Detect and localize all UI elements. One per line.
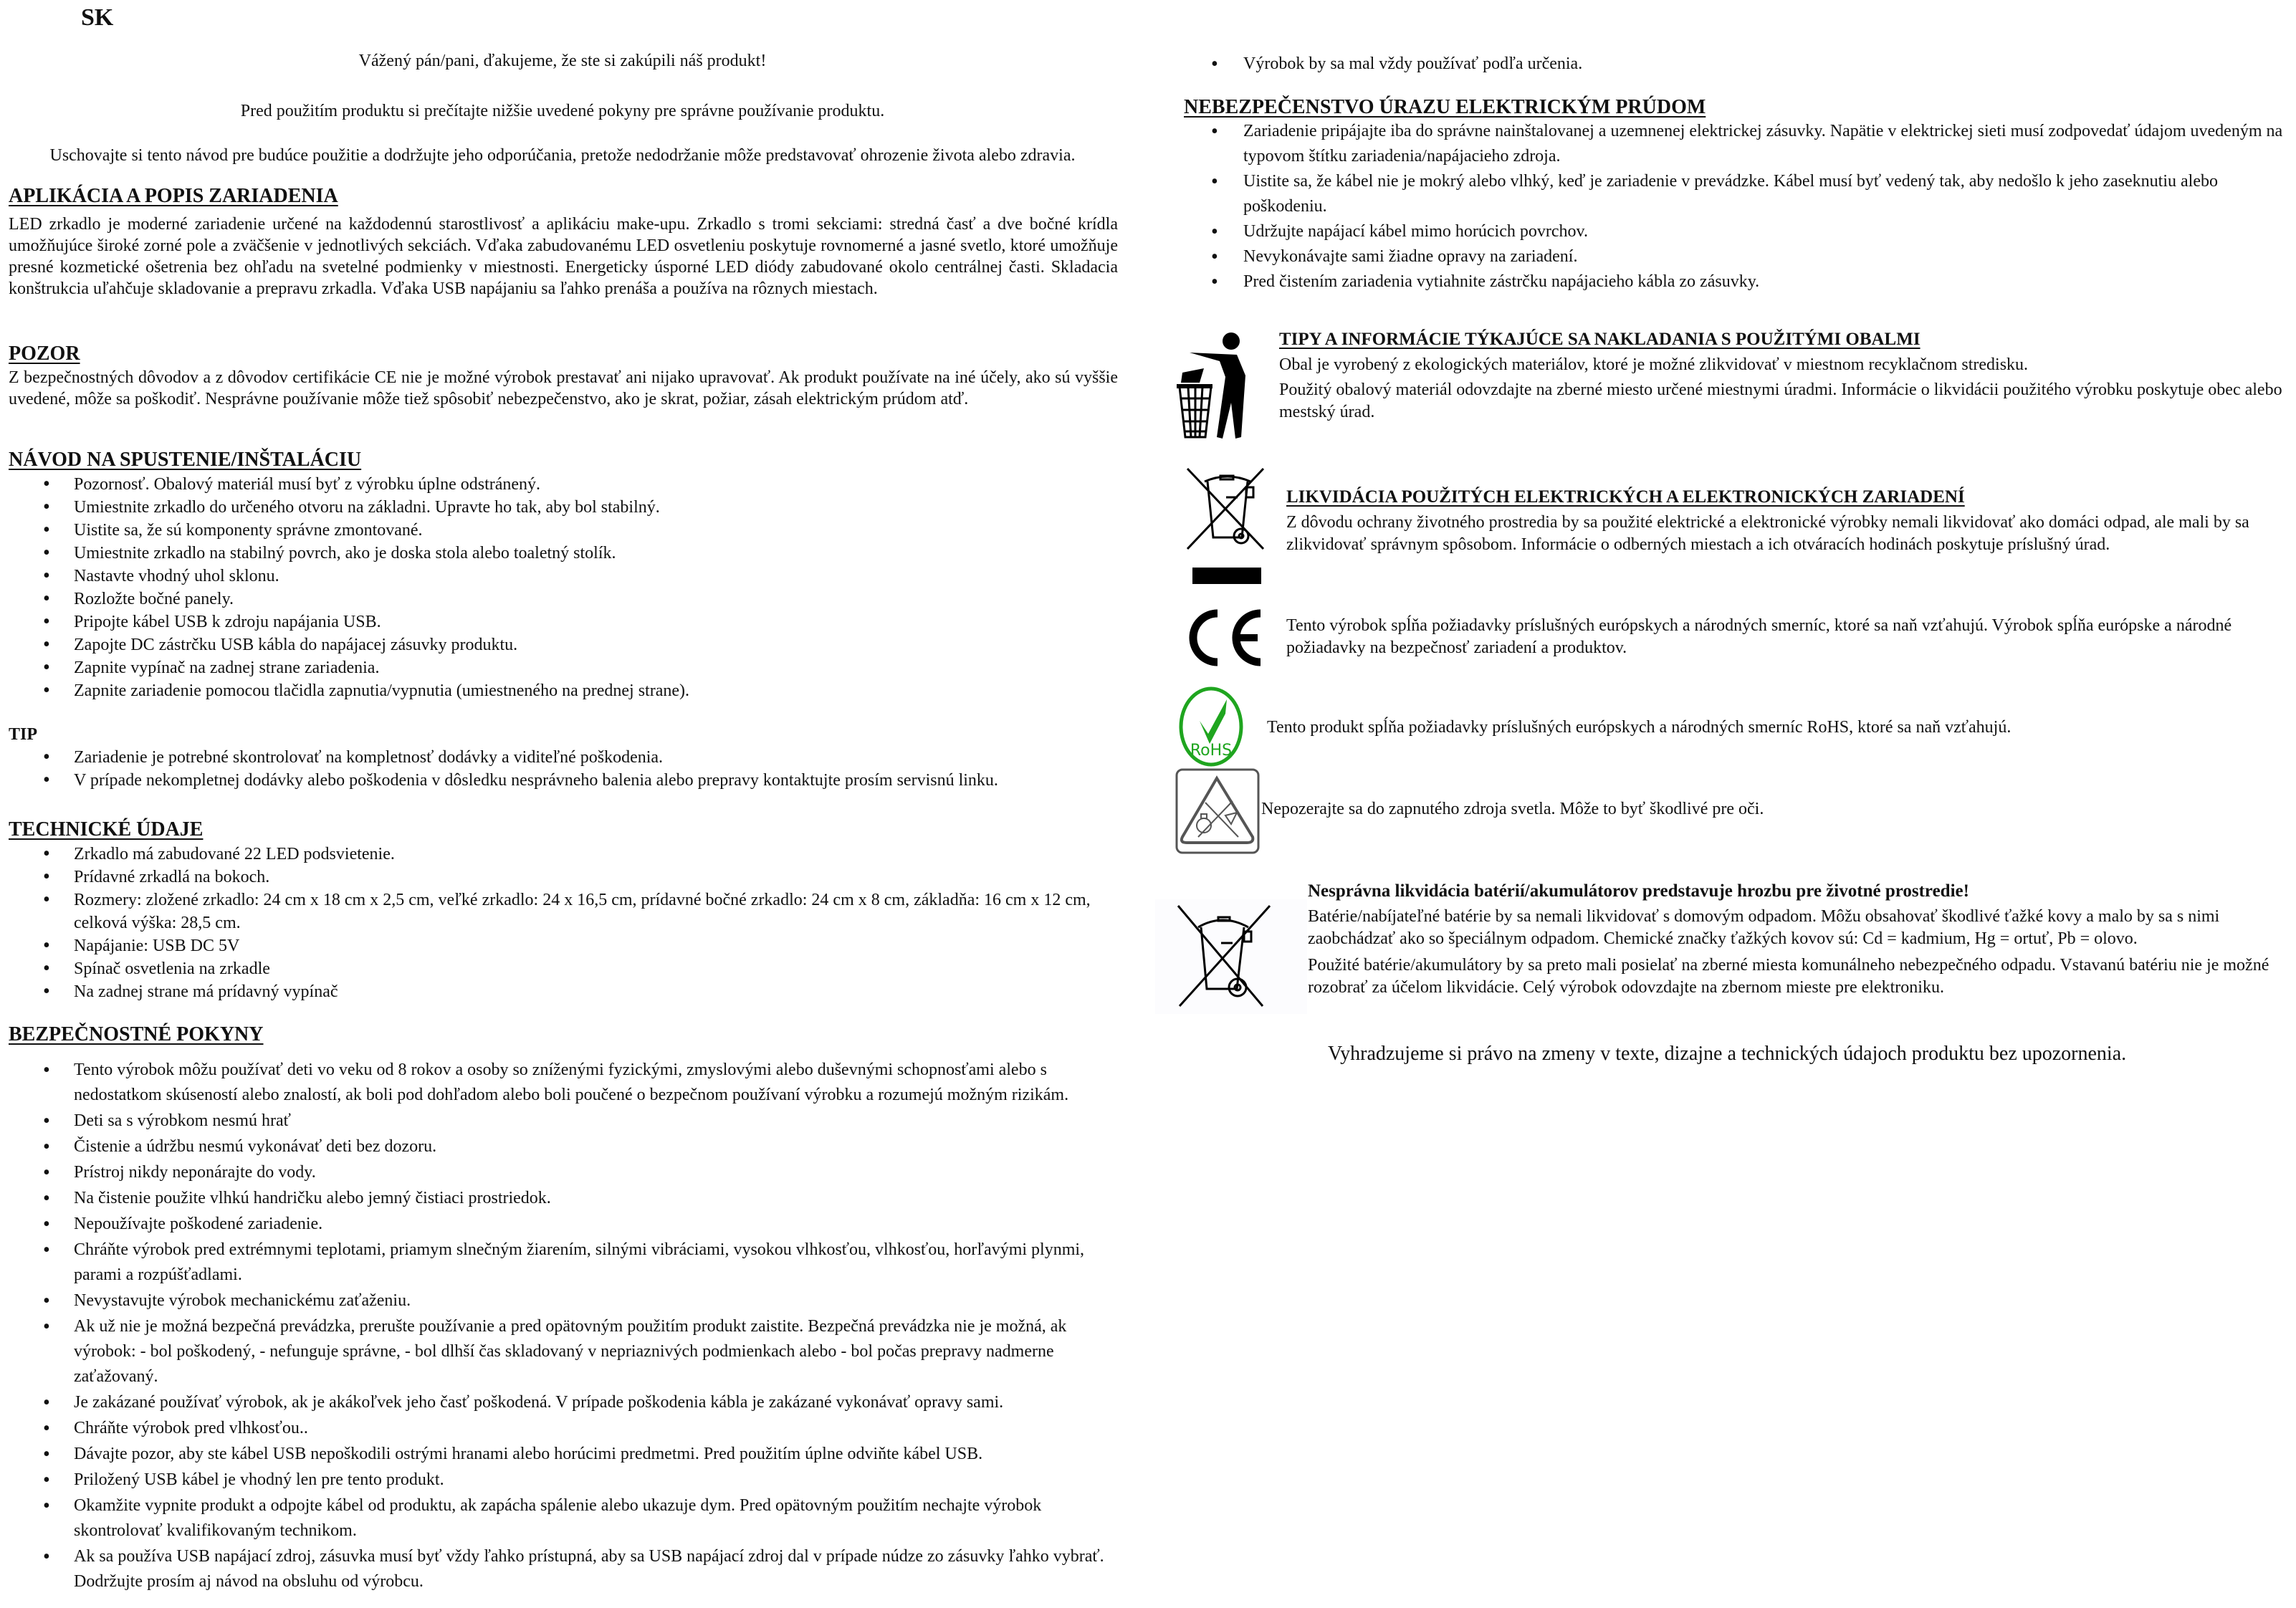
list-item: • Okamžite vypnite produkt a odpojte kábel od produktu, ak zapácha spálenie alebo ukazuje dym. Pred opätovným použitím nechajte výrobok skontrolovať kvalifikovaným technikom. [0,1493,1105,1544]
light-warning-text: Nepozerajte sa do zapnutého zdroja svetla. Môže to byť škodlivé pre oči. [1261,800,1764,818]
section-heading: TECHNICKÉ ÚDAJE [9,818,204,841]
list-item: • Pred čistením zariadenia vytiahnite zástrčku napájacieho kábla zo zásuvky. [1184,269,2287,295]
rohs-check-icon [1178,686,1244,767]
packaging-text-1: Obal je vyrobený z ekologických materiálov, ktoré je možné zlikvidovať v miestnom recyklačnom stredisku. [1279,355,2029,374]
battery-text-2: Použité batérie/akumulátory by sa preto mali posielať na zberné miesta komunálneho nebezpečného odpadu. Vstavanú batériu nie je možné rozobrať za účelom likvidácie. Celý výrobok odovzdajte na zbernom mieste pre elektroniku. [1308,956,2269,997]
do-not-look-into-light-icon [1175,768,1260,854]
list-item: • Pozornosť. Obalový materiál musí byť z výrobku úplne odstránený. [0,473,1127,496]
disclaimer: Vyhradzujeme si právo na zmeny v texte, dizajne a technických údajoch produktu bez upozornenia. [1328,1043,2127,1065]
list-item: • Zrkadlo má zabudované 22 LED podsvietenie. [0,843,1125,866]
list-item: • Zariadenie je potrebné skontrolovať na kompletnosť dodávky a viditeľné poškodenia. [0,746,1127,769]
electric-list [1184,119,2287,295]
section-heading: POZOR [9,343,80,365]
read-before-use: Pred použitím produktu si prečítajte nižšie uvedené pokyny pre správne používanie produktu. [240,102,885,120]
rohs-label: RoHS [1190,742,1233,760]
list-item: • Na zadnej strane má prídavný vypínač [0,980,1125,1003]
application-text: LED zrkadlo je moderné zariadenie určené na každodennú starostlivosť a aplikáciu make-upu. Zrkadlo s tromi sekciami: stredná časť a dve bočné krídla umožňujúce široké zorné pole a zväčšenie v jednotlivých sekciách. Vďaka zabudovanému LED osvetleniu poskytuje rovnomerné a jasné svetlo, ktoré umožňuje presné kozmetické ošetrenia bez ohľadu na svetelné podmienky v miestnosti. Energeticky úsporné LED diódy zabudované okolo centrálnej časti. Skladacia konštrukcia uľahčuje skladovanie a prepravu zrkadla. Vďaka USB napájaniu sa ľahko prenáša a používa na rôznych miestach. [9,215,1118,298]
list-item: • Nastavte vhodný uhol sklonu. [0,565,1127,588]
list-item: • Spínač osvetlenia na zrkadle [0,957,1125,980]
caution-section [9,343,1118,410]
safety-list-continued [1184,52,2287,77]
list-item: • Ak sa používa USB napájací zdroj, zásuvka musí byť vždy ľahko prístupná, aby sa USB napájací zdroj dal v prípade núdze zo zásuvky ľahko vybrať. Dodržujte prosím aj návod na obsluhu od výrobcu. [0,1544,1105,1594]
list-item: • Prídavné zrkadlá na bokoch. [0,866,1125,889]
technical-section [9,818,1127,1003]
caution-text: Z bezpečnostných dôvodov a z dôvodov certifikácie CE nie je možné výrobok prestavať ani nijako upravovať. Ak produkt používate na iné účely, ako sú vyššie uvedené, môže sa poškodiť. Nesprávne používanie môže tiež spôsobiť nebezpečenstvo, ako je skrat, požiar, zásah elektrickým prúdom atď. [9,368,1118,408]
list-item: • Nevykonávajte sami žiadne opravy na zariadení. [1184,244,2287,269]
list-item: • Umiestnite zrkadlo na stabilný povrch, ako je doska stola alebo toaletný stolík. [0,542,1127,565]
battery-section [1308,881,2290,999]
installation-list [0,473,1127,702]
keep-manual-notice: Uschovajte si tento návod pre budúce použitie a dodržujte jeho odporúčania, pretože nedodržanie môže predstavovať ohrozenie života alebo zdravia. [49,146,1076,165]
safety-continued [1184,52,2287,77]
greeting: Vážený pán/pani, ďakujeme, že ste si zakúpili náš produkt! [358,52,767,70]
technical-list [0,843,1125,1003]
list-item: • Chráňte výrobok pred extrémnymi teplotami, priamym slnečným žiarením, silnými vibráciami, vysokou vlhkosťou, vlhkosťou, horľavými plynmi, parami a rozpúšťadlami. [0,1238,1105,1288]
safety-list [0,1058,1105,1594]
list-item: • Priložený USB kábel je vhodný len pre tento produkt. [0,1468,1105,1493]
language-code: SK [81,4,114,31]
list-item: • Dávajte pozor, aby ste kábel USB nepoškodili ostrými hranami alebo horúcimi predmetmi. Pred použitím úplne odviňte kábel USB. [0,1442,1105,1467]
application-section [9,185,1118,300]
section-heading: APLIKÁCIA A POPIS ZARIADENIA [9,185,338,207]
list-item: • Udržujte napájací kábel mimo horúcich povrchov. [1184,219,2287,244]
crossed-bin-icon [1186,467,1266,585]
list-item: • Prístroj nikdy neponárajte do vody. [0,1160,1105,1185]
list-item: • V prípade nekompletnej dodávky alebo poškodenia v dôsledku nesprávneho balenia alebo prepravy kontaktujte prosím servisnú linku. [0,769,1127,792]
tip-section [9,725,1127,792]
list-item: • Zapojte DC zástrčku USB kábla do napájacej zásuvky produktu. [0,633,1127,656]
ce-mark-icon [1186,609,1265,666]
weee-section [1286,487,2290,556]
list-item: • Na čistenie použite vlhkú handričku alebo jemný čistiaci prostriedok. [0,1186,1105,1211]
crossed-bin-battery-icon [1155,899,1307,1014]
safety-section [9,1023,1105,1595]
section-heading: NEBEZPEČENSTVO ÚRAZU ELEKTRICKÝM PRÚDOM [1184,96,1706,118]
list-item: • Rozmery: zložené zrkadlo: 24 cm x 18 cm x 2,5 cm, veľké zrkadlo: 24 x 16,5 cm, prídavné bočné zrkadlo: 24 cm x 8 cm, základňa: 16 cm x 12 cm, celková výška: 28,5 cm. [0,889,1125,934]
battery-heading: Nesprávna likvidácia batérií/akumulátorov predstavuje hrozbu pre životné prostredie! [1308,881,1969,901]
list-item: • Pripojte kábel USB k zdroju napájania USB. [0,611,1127,633]
list-item: • Rozložte bočné panely. [0,588,1127,611]
tip-label: TIP [9,725,38,744]
packaging-text-2: Použitý obalový materiál odovzdajte na zberné miesto určené miestnymi úradmi. Informácie o likvidácii použitého výrobku poskytuje obec alebo mestský úrad. [1279,381,2282,421]
list-item: • Nevystavujte výrobok mechanickému zaťaženiu. [0,1288,1105,1313]
list-item: • Chráňte výrobok pred vlhkosťou.. [0,1416,1105,1441]
section-heading: BEZPEČNOSTNÉ POKYNY [9,1023,264,1045]
list-item: • Tento výrobok môžu používať deti vo veku od 8 rokov a osoby so zníženými fyzickými, zmyslovými alebo duševnými schopnosťami alebo s nedostatkom skúseností alebo znalostí, ak boli pod dohľadom alebo boli poučené o bezpečnom používaní výrobku a rozumejú možným rizikám. [0,1058,1105,1108]
section-heading: NÁVOD NA SPUSTENIE/INŠTALÁCIU [9,449,362,471]
electric-shock-section [1184,96,2287,295]
rohs-text: Tento produkt spĺňa požiadavky príslušných európskych a národných smerníc RoHS, ktoré sa naň vzťahujú. [1267,718,2012,737]
weee-text: Z dôvodu ochrany životného prostredia by sa použité elektrické a elektronické výrobky nemali likvidovať ako domáci odpad, ale mali by sa zlikvidovať správnym spôsobom. Informácie o odberných miestach a ich otváracích hodinách poskytuje príslušný úrad. [1286,513,2249,554]
battery-text-1: Batérie/nabíjateľné batérie by sa nemali likvidovať s domovým odpadom. Môžu obsahovať škodlivé ťažké kovy a malo by sa s nimi zaobchádzať ako so špeciálnym odpadom. Chemické značky ťažkých kovov sú: Cd = kadmium, Hg = ortuť, Pb = olovo. [1308,907,2220,948]
list-item: • Napájanie: USB DC 5V [0,934,1125,957]
list-item: • Uistite sa, že sú komponenty správne zmontované. [0,519,1127,542]
ce-text: Tento výrobok spĺňa požiadavky príslušných európskych a národných smerníc, ktoré sa naň vzťahujú. Výrobok spĺňa európske a národné požiadavky na bezpečnosť zariadení a produktov. [1286,616,2232,657]
list-item: • Výrobok by sa mal vždy používať podľa určenia. [1184,52,2287,77]
section-heading: LIKVIDÁCIA POUŽITÝCH ELEKTRICKÝCH A ELEKTRONICKÝCH ZARIADENÍ [1286,487,1965,507]
tidyman-recycle-icon [1175,331,1254,439]
list-item: • Zapnite vypínač na zadnej strane zariadenia. [0,656,1127,679]
section-heading: TIPY A INFORMÁCIE TÝKAJÚCE SA NAKLADANIA S POUŽITÝMI OBALMI [1279,330,1920,349]
list-item: • Je zakázané používať výrobok, ak je akákoľvek jeho časť poškodená. V prípade poškodenia kábla je zakázané vykonávať opravy sami. [0,1390,1105,1415]
list-item: • Ak už nie je možná bezpečná prevádzka, prerušte používanie a pred opätovným použitím produkt zaistite. Bezpečná prevádzka nie je možná, ak výrobok: - bol poškodený, - nefunguje správne, - bol dlhší čas skladovaný v nepriaznivých podmienkach alebo - bol počas prepravy nadmerne zaťažovaný. [0,1314,1105,1389]
list-item: • Umiestnite zrkadlo do určeného otvoru na základni. Upravte ho tak, aby bol stabilný. [0,496,1127,519]
installation-section [9,449,1127,702]
list-item: • Uistite sa, že kábel nie je mokrý alebo vlhký, keď je zariadenie v prevádzke. Kábel musí byť vedený tak, aby nedošlo k jeho zaseknutiu alebo poškodeniu. [1184,169,2287,219]
list-item: • Nepoužívajte poškodené zariadenie. [0,1212,1105,1237]
packaging-section [1279,330,2290,423]
list-item: • Deti sa s výrobkom nesmú hrať [0,1109,1105,1134]
list-item: • Zapnite zariadenie pomocou tlačidla zapnutia/vypnutia (umiestneného na prednej strane). [0,679,1127,702]
list-item: • Zariadenie pripájajte iba do správne nainštalovanej a uzemnenej elektrickej zásuvky. Napätie v elektrickej sieti musí zodpovedať údajom uvedeným na typovom štítku zariadenia/napájacieho zdroja. [1184,119,2287,169]
tip-list [0,746,1127,792]
list-item: • Čistenie a údržbu nesmú vykonávať deti bez dozoru. [0,1134,1105,1159]
